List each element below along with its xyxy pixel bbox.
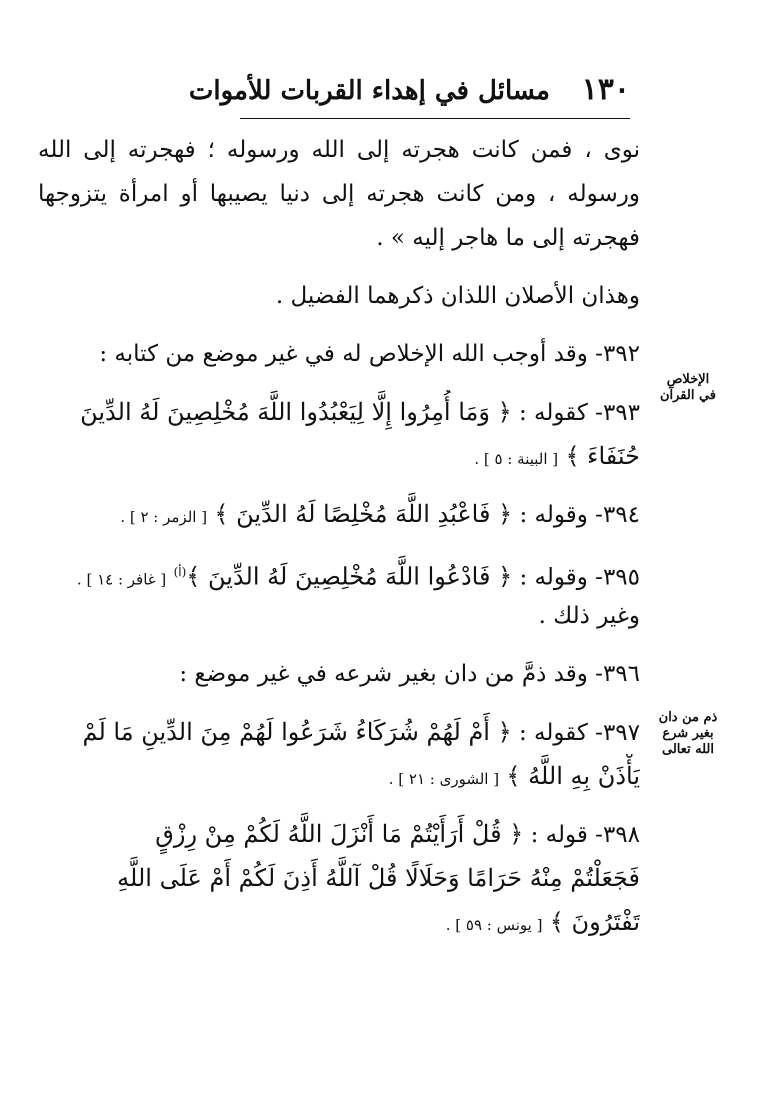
numbered-item-394 (38, 492, 640, 536)
side-note-line: الإخلاص (666, 372, 710, 387)
side-note-line: الله تعالى (661, 742, 715, 757)
quran-verse: ﴿ وَمَا أُمِرُوا إِلَّا لِيَعْبُدُوا اللَّهَ مُخْلِصِينَ لَهُ الدِّينَ (80, 398, 512, 426)
surah-reference: [ البينة : ٥ ] . (474, 450, 559, 468)
text-line: ٣٩٢- وقد أوجب الله الإخلاص له في غير موضع من كتابه : (99, 341, 640, 367)
quran-verse: ﴿ قُلْ أَرَأَيْتُمْ مَا أَنْزَلَ اللَّهُ لَكُمْ مِنْ رِزْقٍ (155, 820, 524, 848)
numbered-item-392 (38, 332, 640, 376)
page-body (38, 128, 640, 958)
surah-reference: [ يونس : ٥٩ ] . (445, 916, 543, 934)
numbered-item-396 (38, 652, 640, 696)
text-line: ٣٩٦- وقد ذمَّ من دان بغير شرعه في غير موضع : (179, 661, 640, 687)
surah-reference: [ الزمر : ٢ ] . (120, 508, 208, 526)
quran-verse: تَفْتَرُونَ ﴾ (549, 908, 640, 936)
quran-verse: ﴿ فَاعْبُدِ اللَّهَ مُخْلِصًا لَهُ الدِّينَ ﴾ (214, 500, 513, 528)
quran-verse: ﴿ فَادْعُوا اللَّهَ مُخْلِصِينَ لَهُ الدِّينَ ﴾ (186, 562, 513, 591)
numbered-item-398 (38, 812, 640, 944)
surah-reference: [ الشورى : ٢١ ] . (388, 770, 500, 788)
paragraph (38, 274, 640, 318)
item-intro: ٣٩٧- كقوله : (518, 720, 640, 746)
numbered-item-393 (38, 390, 640, 478)
footnote-marker: (أ) (173, 565, 187, 579)
text-line: ورسوله ، ومن كانت هجرته إلى دنيا يصيبها أو امرأة يتزوجها (38, 181, 640, 207)
item-intro: ٣٩٤- وقوله : (519, 502, 640, 528)
page-header (188, 60, 630, 120)
surah-reference: [ غافر : ١٤ ] . (76, 570, 167, 589)
header-rule (240, 118, 630, 119)
text-line: وهذان الأصلان اللذان ذكرهما الفضيل . (275, 283, 640, 309)
paragraph (38, 128, 640, 260)
text-line: نوى ، فمن كانت هجرته إلى الله ورسوله ؛ فهجرته إلى الله (38, 137, 640, 163)
item-intro: ٣٩٨- قوله : (530, 822, 640, 848)
side-note-line: في القرآن (659, 388, 717, 403)
numbered-item-397 (38, 710, 640, 798)
text-line: وغير ذلك . (538, 603, 640, 629)
quran-verse: ﴿ أَمْ لَهُمْ شُرَكَاءُ شَرَعُوا لَهُمْ مِنَ الدِّينِ مَا لَمْ (82, 718, 512, 746)
quran-verse: حُنَفَاءَ ﴾ (565, 442, 640, 470)
side-note-ikhlas (648, 372, 728, 404)
running-title: مسائل في إهداء القربات للأموات (188, 76, 550, 106)
page-number: ١٣٠ (581, 72, 630, 107)
side-note-line: بغير شرع (662, 726, 714, 741)
side-note-line: ذم من دان (658, 710, 718, 725)
item-intro: ٣٩٥- وقوله : (519, 564, 640, 591)
quran-verse: يَأْذَنْ بِهِ اللَّهُ ﴾ (506, 762, 640, 790)
side-note-dhamm (648, 710, 728, 758)
text-line: فهجرته إلى ما هاجر إليه » . (376, 225, 640, 251)
numbered-item-395 (38, 550, 640, 638)
item-intro: ٣٩٣- كقوله : (518, 400, 640, 426)
quran-verse: فَجَعَلْتُمْ مِنْهُ حَرَامًا وَحَلَالًا قُلْ آللَّهُ أَذِنَ لَكُمْ أَمْ عَلَى اللَّهِ (117, 864, 640, 892)
